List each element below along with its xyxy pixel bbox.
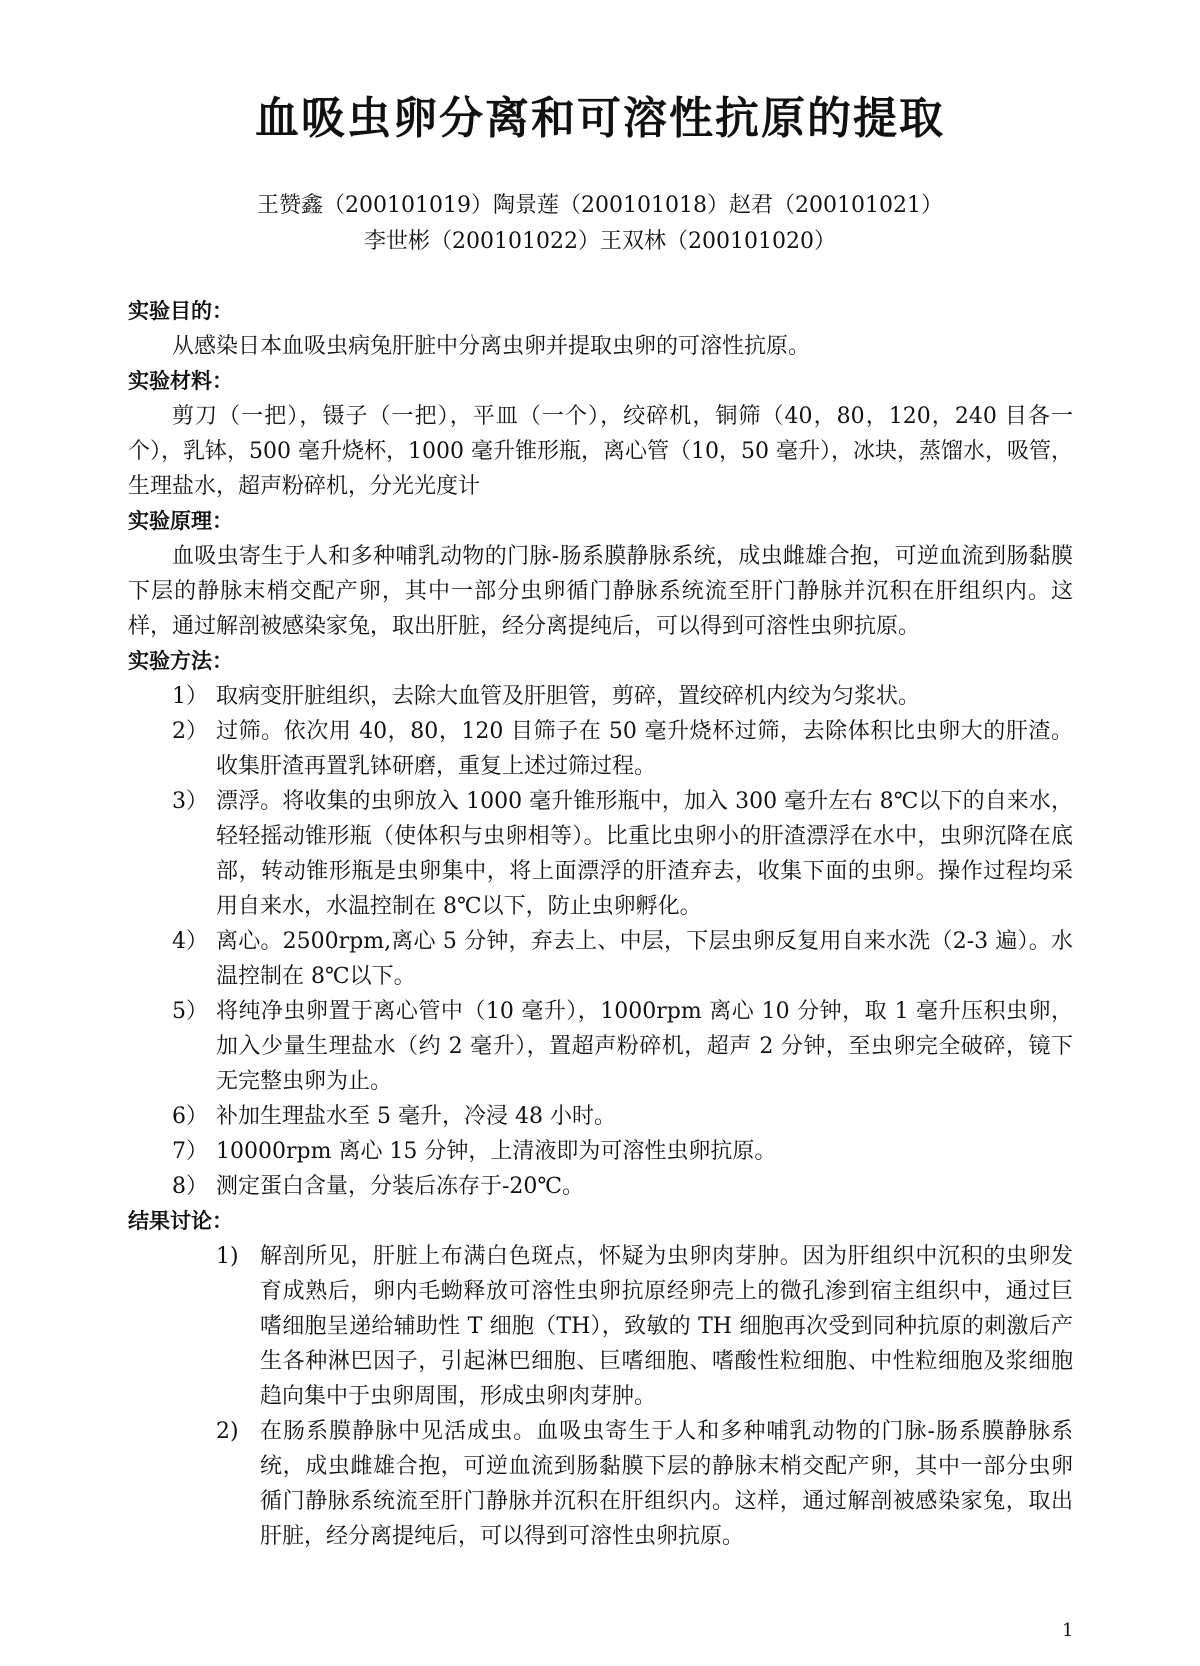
- result-text: 解剖所见，肝脏上布满白色斑点，怀疑为虫卵肉芽肿。因为肝组织中沉积的虫卵发育成熟后，卵内毛蚴释放可溶性虫卵抗原经卵壳上的微孔渗到宿主组织中，通过巨嗜细胞呈递给辅助性 T 细胞（TH），致敏的 TH 细胞再次受到同种抗原的刺激后产生各种淋巴因子，引起淋巴细胞、巨嗜细胞、嗜酸性粒细胞、中性粒细胞及浆细胞趋向集中于虫卵周围，形成虫卵肉芽肿。: [260, 1244, 1073, 1409]
- section-heading-principle: 实验原理：: [128, 509, 233, 533]
- step-text: 10000rpm 离心 15 分钟，上清液即为可溶性虫卵抗原。: [216, 1139, 777, 1164]
- author-line-2: 李世彬（200101022）王双林（200101020）: [364, 229, 836, 254]
- author-line-1: 王赞鑫（200101019）陶景莲（200101018）赵君（200101021）: [257, 193, 943, 218]
- principle-paragraph: 血吸虫寄生于人和多种哺乳动物的门脉-肠系膜静脉系统，成虫雌雄合抱，可逆血流到肠黏膜下层的静脉末梢交配产卵，其中一部分虫卵循门静脉系统流至肝门静脉并沉积在肝组织内。这样，通过解剖被感染家兔，取出肝脏，经分离提纯后，可以得到可溶性虫卵抗原。: [128, 544, 1073, 639]
- method-step: [172, 714, 1073, 784]
- method-step: [172, 679, 1073, 714]
- step-text: 将纯净虫卵置于离心管中（10 毫升），1000rpm 离心 10 分钟，取 1 毫升压积虫卵，加入少量生理盐水（约 2 毫升），置超声粉碎机，超声 2 分钟，至虫卵完全破碎，镜下无完整虫卵为止。: [216, 999, 1073, 1094]
- method-step: [172, 994, 1073, 1099]
- step-number: 5）: [172, 999, 208, 1024]
- paper-body: [128, 294, 1073, 1554]
- step-number: 4）: [172, 929, 208, 954]
- step-number: 7）: [172, 1139, 208, 1164]
- author-list: [0, 188, 1200, 260]
- result-number: 2): [216, 1419, 239, 1444]
- result-item: [216, 1414, 1073, 1554]
- section-heading-methods: 实验方法：: [128, 649, 233, 673]
- method-step: [172, 924, 1073, 994]
- step-number: 1）: [172, 684, 208, 709]
- step-text: 漂浮。将收集的虫卵放入 1000 毫升锥形瓶中，加入 300 毫升左右 8℃以下的自来水，轻轻摇动锥形瓶（使体积与虫卵相等）。比重比虫卵小的肝渣漂浮在水中，虫卵沉降在底部，转动锥形瓶是虫卵集中，将上面漂浮的肝渣弃去，收集下面的虫卵。操作过程均采用自来水，水温控制在 8℃以下，防止虫卵孵化。: [216, 789, 1073, 919]
- section-heading-materials: 实验材料：: [128, 369, 233, 393]
- method-step: [172, 1169, 1073, 1204]
- result-number: 1): [216, 1244, 239, 1269]
- step-text: 过筛。依次用 40，80，120 目筛子在 50 毫升烧杯过筛，去除体积比虫卵大的肝渣。收集肝渣再置乳钵研磨，重复上述过筛过程。: [216, 719, 1073, 779]
- result-item: [216, 1239, 1073, 1414]
- step-text: 补加生理盐水至 5 毫升，冷浸 48 小时。: [216, 1104, 616, 1129]
- step-number: 6）: [172, 1104, 208, 1129]
- page-number: 1: [1062, 1620, 1074, 1641]
- step-text: 测定蛋白含量，分装后冻存于-20℃。: [216, 1174, 585, 1199]
- step-text: 离心。2500rpm,离心 5 分钟，弃去上、中层，下层虫卵反复用自来水洗（2-3 遍）。水温控制在 8℃以下。: [216, 929, 1073, 989]
- step-text: 取病变肝脏组织，去除大血管及肝胆管，剪碎，置绞碎机内绞为匀浆状。: [216, 684, 921, 709]
- materials-paragraph: 剪刀（一把），镊子（一把），平皿（一个），绞碎机，铜筛（40，80，120，240 目各一个），乳钵，500 毫升烧杯，1000 毫升锥形瓶，离心管（10，50 毫升），冰块，蒸馏水，吸管，生理盐水，超声粉碎机，分光光度计: [128, 404, 1073, 499]
- step-number: 8）: [172, 1174, 208, 1199]
- section-heading-results: 结果讨论：: [128, 1209, 233, 1233]
- purpose-paragraph: 从感染日本血吸虫病兔肝脏中分离虫卵并提取虫卵的可溶性抗原。: [172, 334, 811, 359]
- section-heading-purpose: 实验目的：: [128, 299, 233, 323]
- method-step: [172, 784, 1073, 924]
- result-text: 在肠系膜静脉中见活成虫。血吸虫寄生于人和多种哺乳动物的门脉-肠系膜静脉系统，成虫雌雄合抱，可逆血流到肠黏膜下层的静脉末梢交配产卵，其中一部分虫卵循门静脉系统流至肝门静脉并沉积在肝组织内。这样，通过解剖被感染家兔，取出肝脏，经分离提纯后，可以得到可溶性虫卵抗原。: [260, 1419, 1073, 1549]
- method-step: [172, 1134, 1073, 1169]
- method-step: [172, 1099, 1073, 1134]
- step-number: 2）: [172, 719, 208, 744]
- step-number: 3）: [172, 789, 208, 814]
- paper-title: 血吸虫卵分离和可溶性抗原的提取: [255, 93, 945, 144]
